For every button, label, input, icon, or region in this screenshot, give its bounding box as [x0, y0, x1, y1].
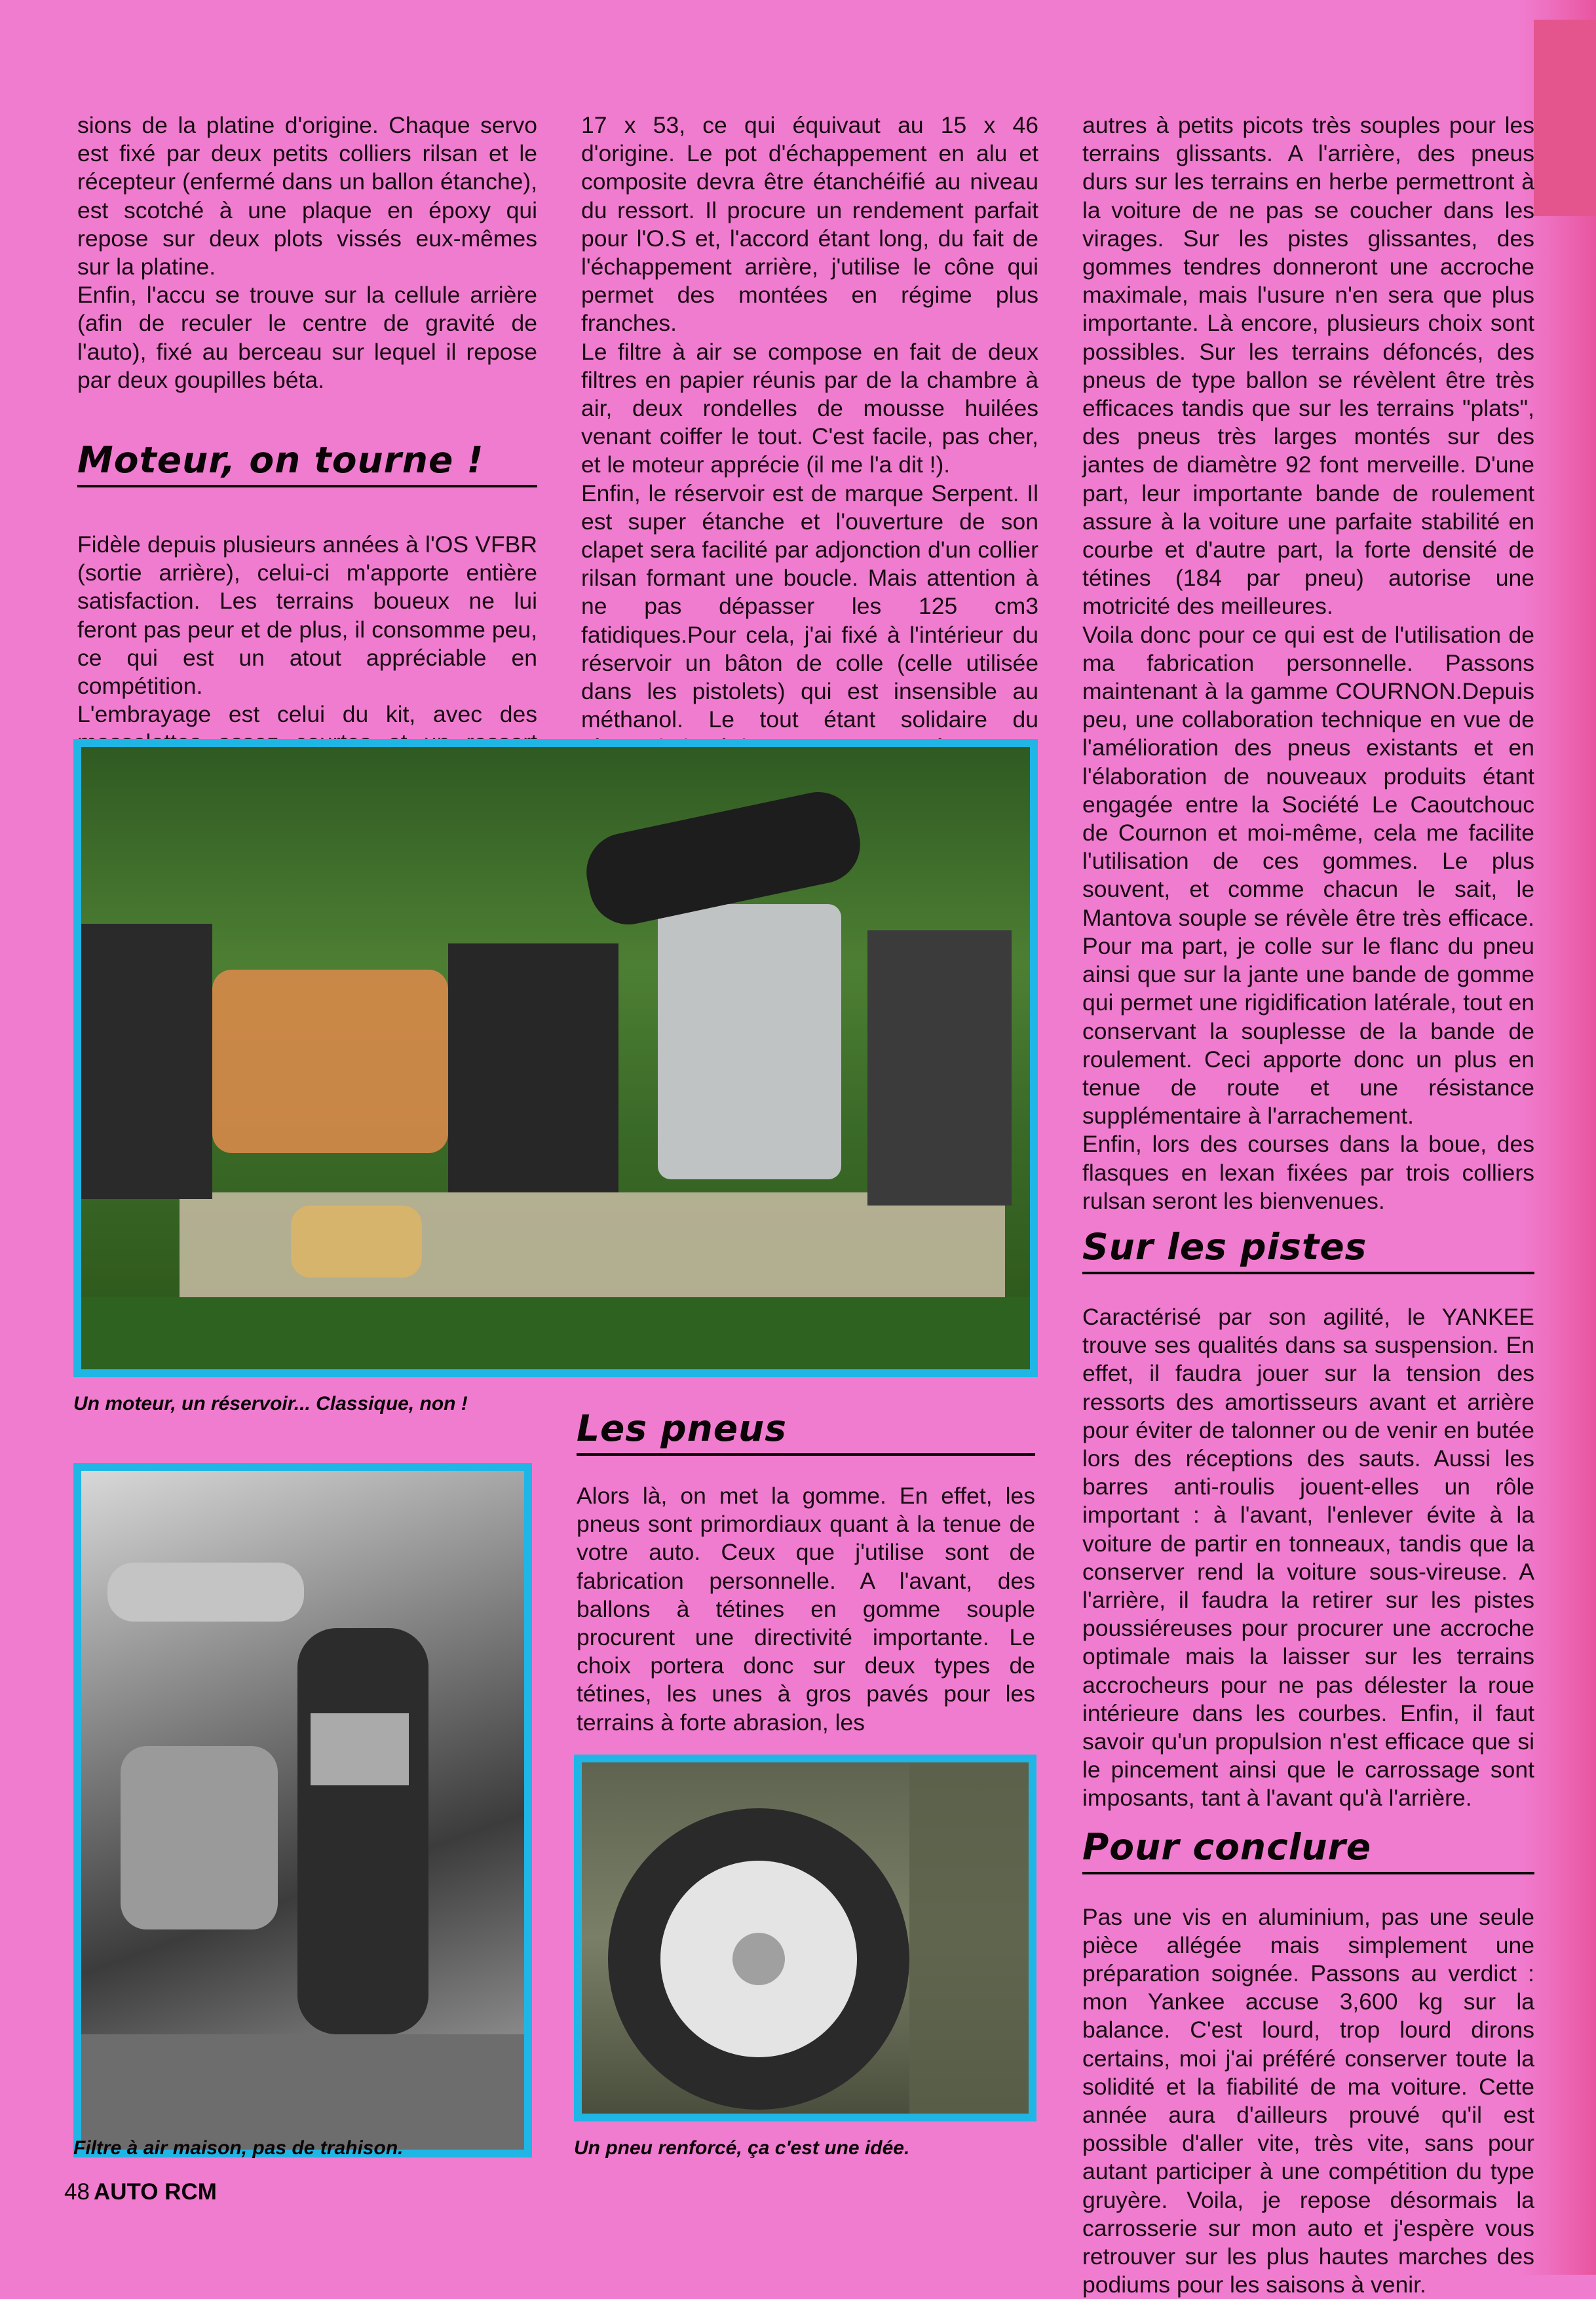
- edge-tab-mark: [1534, 20, 1596, 216]
- caption-engine: Un moteur, un réservoir... Classique, non !: [73, 1393, 468, 1415]
- col2-paragraph-3: Enfin, le réservoir est de marque Serpent. Il est super étanche et l'ouverture de son clapet sera facilité par adjonction d'un collier rilsan formant une boucle. Mais attention à ne pas dépasser les 125 cm3 fatidiques.Pour cela, j'ai fixé à l'intérieur du réservoir un bâton de colle (celle utilisée dans les pistolets) qui est insensible au méthanol. Le tout étant solidaire du: [581, 480, 1038, 733]
- magazine-name: AUTO RCM: [93, 2179, 217, 2205]
- col1-paragraph-3: Fidèle depuis plusieurs années à l'OS VFBR (sortie arrière), celui-ci m'apporte entière satisfaction. Les terrains boueux ne lui feront pas peur et de plus, il consomme peu, ce qui est un atout appréciable en compétition.: [77, 531, 537, 700]
- col2-paragraph-2: Le filtre à air se compose en fait de deux filtres en papier réunis par de la chambre à air, deux rondelles de mousse huilées venant coiffer le tout. C'est facile, pas cher, et le moteur apprécie (il me l'a dit !).: [581, 338, 1038, 478]
- caption-filter: Filtre à air maison, pas de trahison.: [73, 2137, 404, 2159]
- page-number: 48: [64, 2179, 90, 2205]
- heading-conclure: Pour conclure: [1082, 1826, 1534, 1874]
- column-3: [1082, 111, 1534, 2299]
- col2-paragraph-1: 17 x 53, ce qui équivaut au 15 x 46 d'origine. Le pot d'échappement en alu et composite devra être étanchéifié au niveau du ressort. Il procure un rendement parfait pour l'O.S et, l'accord étant long, du fait de l'échappement arrière, j'utilise le cône qui permet des montées en régime plus franches.: [581, 112, 1038, 337]
- col3-paragraph-2: Voila donc pour ce qui est de l'utilisation de ma fabrication personnelle. Passons maintenant à la gamme COURNON.Depuis peu, une collaboration technique en vue de l'amélioration des pneus existants et en l'élaboration de nouveaux produits étant engagée entre la Société Le Caoutchouc de Cournon et moi-même, cela me facilite l'utilisation de ces gommes. Le plus souvent, et comme chacun le sait, le Mantova souple se révèle être très efficace. Pour ma part, je colle sur le flanc du pneu ainsi que sur la jante une bande de gomme qui permet une rigidification latérale, tout en conservant la souplesse de la bande de roulement. Ceci apporte donc un plus en tenue de route et une résistance supplémentaire à l'arrachement.: [1082, 621, 1534, 1130]
- col3-paragraph-5: Pas une vis en aluminium, pas une seule pièce allégée mais simplement une préparation soignée. Passons au verdict : mon Yankee accuse 3,600 kg sur la balance. C'est lourd, trop lourd dirons certains, moi j'ai préféré conserver toute la solidité et la fiabilité de ma voiture. Cette année aura d'ailleurs prouvé qu'il est possible d'aller vite, très vite, sans pour autant participer à une compétition du type gruyère. Voila, je repose désormais la carrosserie sur mon auto et j'espère vous retrouver sur les plus hautes marches des podiums pour les saisons à venir.: [1082, 1903, 1534, 2298]
- heading-moteur: Moteur, on tourne !: [77, 439, 537, 487]
- column-1: [77, 111, 537, 814]
- air-filter-illustration: [81, 1471, 524, 2150]
- heading-pistes: Sur les pistes: [1082, 1226, 1534, 1274]
- column-2-top: [581, 111, 1038, 763]
- tire-illustration: [582, 1762, 1029, 2114]
- col3-paragraph-3: Enfin, lors des courses dans la boue, des flasques en lexan fixées par trois colliers rulsan seront les bienvenues.: [1082, 1131, 1534, 1214]
- col2-paragraph-4: Alors là, on met la gomme. En effet, les pneus sont primordiaux quant à la tenue de votre auto. Ceux que j'utilise sont de fabrication personnelle. A l'avant, des ballons à tétines en gomme souple procurent une directivité importante. Le choix portera donc sur deux types de tétines, les unes à gros pavés pour les terrains à forte abrasion, les: [577, 1483, 1035, 1736]
- col3-paragraph-4: Caractérisé par son agilité, le YANKEE trouve ses qualités dans sa suspension. En effet, il faudra jouer sur la tension des ressorts des amortisseurs avant et arrière pour éviter de talonner ou de venir en butée lors des réceptions des sauts. Aussi les barres anti-roulis jouent-elles un rôle important : à l'avant, l'enlever évite à la voiture de partir en tonneaux, tandis que la conserver rend la voiture sous-vireuse. A l'arrière, il faudra la retirer sur les pistes poussiéreuses pour procurer une accroche optimale mais la laisser sur les terrains accrocheurs pour ne pas délester la roue intérieure dans les courbes. Enfin, il faut savoir qu'un propulsion n'est efficace que si le pincement ainsi que le carrossage sont imposants, tant à l'avant qu'à l'arrière.: [1082, 1303, 1534, 1812]
- air-filter-photo: [73, 1463, 532, 2157]
- col1-paragraph-1: sions de la platine d'origine. Chaque servo est fixé par deux petits colliers rilsan et le récepteur (enfermé dans un ballon étanche), est scotché à une plaque en époxy qui repose sur deux plots vissés eux-mêmes sur la platine.: [77, 112, 537, 280]
- heading-pneus: Les pneus: [577, 1407, 1035, 1456]
- page-folio: [64, 2179, 217, 2205]
- caption-tire: Un pneu renforcé, ça c'est une idée.: [574, 2137, 910, 2159]
- tire-photo: [574, 1755, 1036, 2121]
- col3-paragraph-1: autres à petits picots très souples pour les terrains glissants. A l'arrière, des pneus durs sur les terrains en herbe permettront à la voiture de ne pas se coucher dans les virages. Sur les pistes glissantes, des gommes tendres donneront une accroche maximale, mais l'usure n'en sera que plus importante. Là encore, plusieurs choix sont possibles. Sur les terrains défoncés, des pneus de type ballon se révèlent être très efficaces tandis que sur les terrains "plats", des pneus très larges montés sur des jantes de diamètre 92 font merveille. D'une part, leur importante bande de roulement assure à la voiture une parfaite stabilité en courbe et d'autre part, la forte densité de tétines (184 par pneu) autorise une motricité des meilleures.: [1082, 112, 1534, 620]
- engine-photo: [73, 739, 1038, 1377]
- col1-paragraph-4: L'embrayage est celui du kit, avec des: [77, 701, 537, 728]
- col1-paragraph-2: Enfin, l'accu se trouve sur la cellule arrière (afin de reculer le centre de gravité de l'auto), fixé au berceau sur lequel il repose par deux goupilles béta.: [77, 282, 537, 393]
- column-2-bottom: [577, 1407, 1035, 1737]
- engine-illustration: [81, 747, 1030, 1369]
